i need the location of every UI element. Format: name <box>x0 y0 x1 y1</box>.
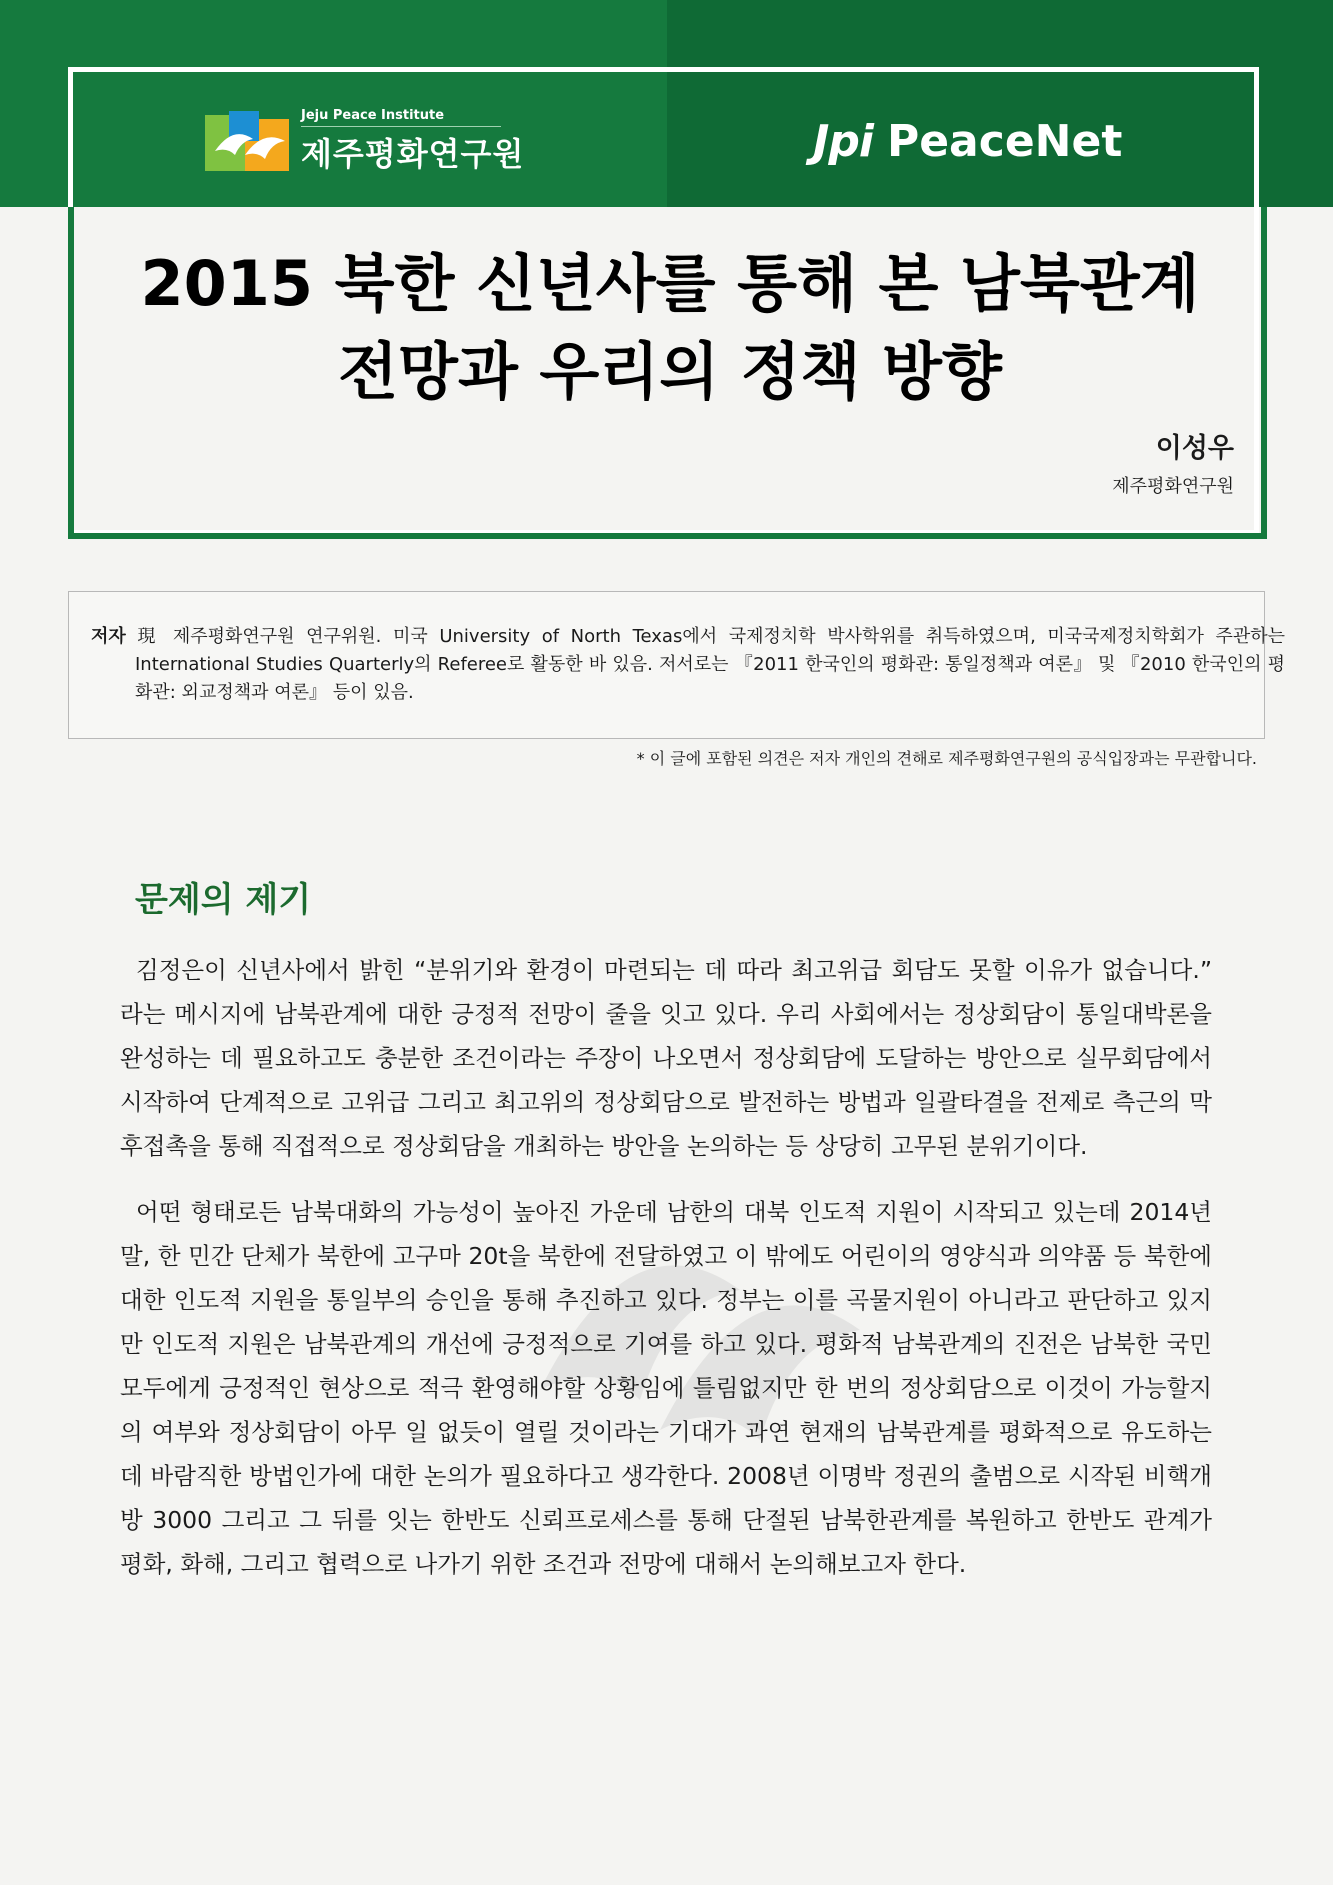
paragraph: 어떤 형태로든 남북대화의 가능성이 높아진 가운데 남한의 대북 인도적 지원이 시작되고 있는데 2014년 말, 한 민간 단체가 북한에 고구마 20t을 북한에 전달하였고 이 밖에도 어린이의 영양식과 의약품 등 북한에 대한 인도적 지원을 통일부의 승인을 통해 추진하고 있다. 정부는 이를 곡물지원이 아니라고 판단하고 있지만 인도적 지원은 남북관계의 개선에 긍정적으로 기여를 하고 있다. 평화적 남북관계의 진전은 남북한 국민 모두에게 긍정적인 현상으로 적극 환영해야할 상황임에 틀림없지만 한 번의 정상회담으로 이것이 가능할지의 여부와 정상회담이 아무 일 없듯이 열릴 것이라는 기대가 과연 현재의 남북관계를 평화적으로 유도하는 데 바람직한 방법인가에 대한 논의가 필요하다고 생각한다. 2008년 이명박 정권의 출범으로 시작된 비핵개방 3000 그리고 그 뒤를 잇는 한반도 신뢰프로세스를 통해 단절된 남북한관계를 복원하고 한반도 관계가 평화, 화해, 그리고 협력으로 나가기 위한 조건과 전망에 대해서 논의해보고자 한다. <box>120 1198 1212 1578</box>
dove-logo-icon <box>205 111 293 173</box>
body-text <box>120 948 1212 1608</box>
peacenet-logo-text: PeaceNet <box>886 116 1123 167</box>
peacenet-logo <box>813 116 1122 167</box>
author-bio-box <box>68 591 1285 739</box>
document-title <box>80 240 1260 416</box>
institute-logo <box>205 108 524 175</box>
section-heading: 문제의 제기 <box>135 880 312 920</box>
institute-name-ko: 제주평화연구원 <box>301 135 525 173</box>
jpi-logo-text: Jpi <box>813 116 873 167</box>
bio-text: 現 제주평화연구원 연구위원. 미국 University of North Texas에서 국제정치학 박사학위를 취득하였으며, 미국국제정치학회가 주관하는 International Studies Quarterly의 Referee로 활동한 바 있음. 저서로는 『2011 한국인의 평화관: 통일정책과 여론』 및 『2010 한국인의 평화관: 외교정책과 여론』 등이 있음. <box>135 626 1285 703</box>
title-line-2: 전망과 우리의 정책 방향 <box>338 335 1002 408</box>
bio-label: 저자 <box>91 626 126 647</box>
title-line-1: 2015 북한 신년사를 통해 본 남북관계 <box>140 247 1200 320</box>
disclaimer: * 이 글에 포함된 의견은 저자 개인의 견해로 제주평화연구원의 공식입장과는 무관합니다. <box>636 749 1257 768</box>
author-bio <box>91 623 1285 707</box>
institute-name-en: Jeju Peace Institute <box>301 108 501 127</box>
author-name: 이성우 <box>1155 433 1234 464</box>
paragraph: 김정은이 신년사에서 밝힌 “분위기와 환경이 마련되는 데 따라 최고위급 회담도 못할 이유가 없습니다.” 라는 메시지에 남북관계에 대한 긍정적 전망이 줄을 잇고 있다. 우리 사회에서는 정상회담이 통일대박론을 완성하는 데 필요하고도 충분한 조건이라는 주장이 나오면서 정상회담에 도달하는 방안으로 실무회담에서 시작하여 단계적으로 고위급 그리고 최고위의 정상회담으로 발전하는 방법과 일괄타결을 전제로 측근의 막후접촉을 통해 직접적으로 정상회담을 개최하는 방안을 논의하는 등 상당히 고무된 분위기이다. <box>120 956 1212 1160</box>
author-affiliation: 제주평화연구원 <box>1112 476 1234 497</box>
